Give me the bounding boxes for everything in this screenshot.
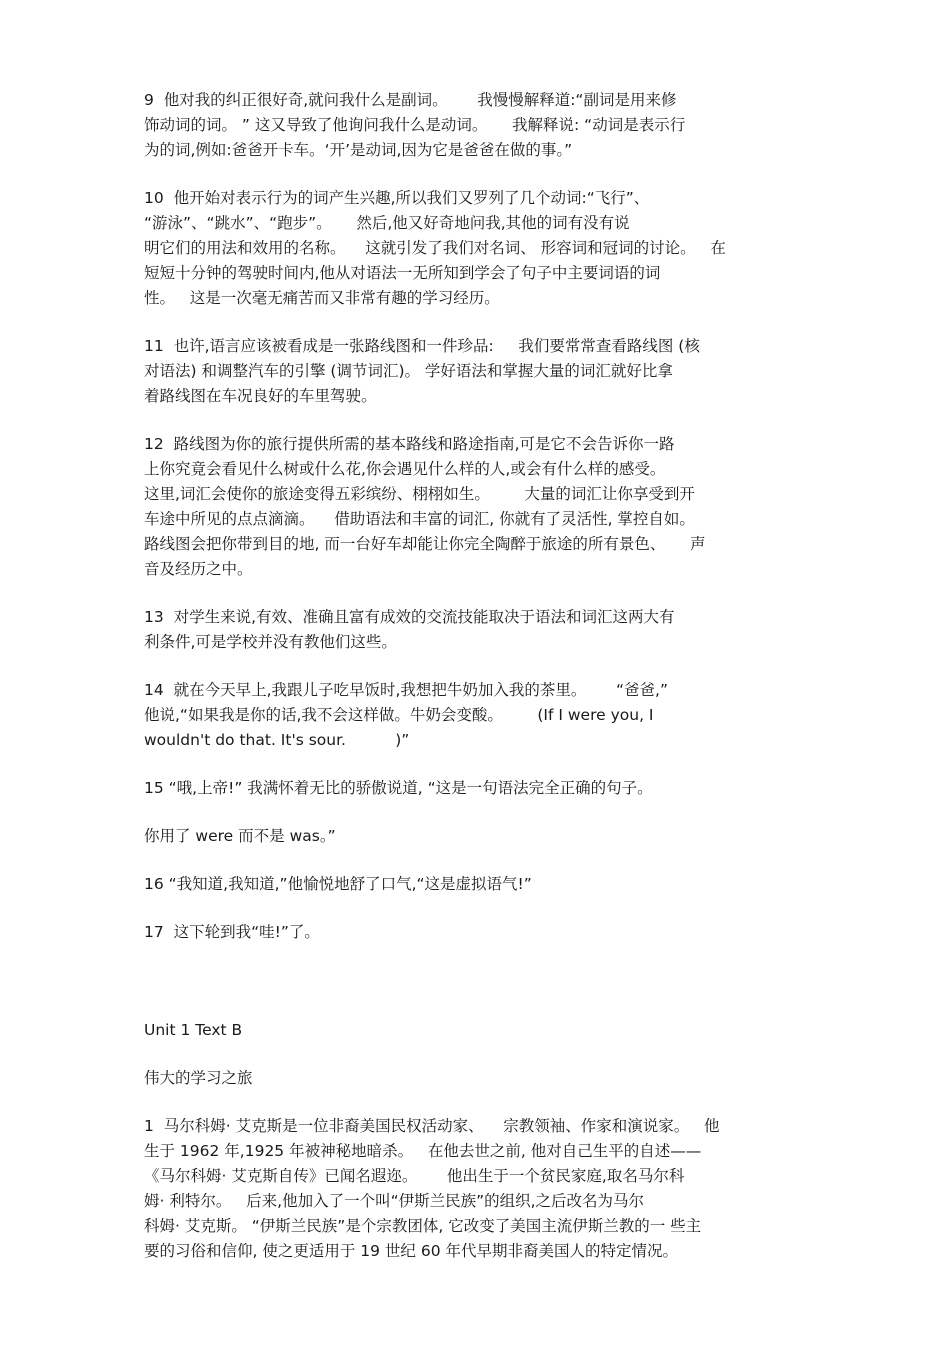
paragraph-line: 9 他对我的纠正很好奇,就问我什么是副词。 我慢慢解释道:“副词是用来修 bbox=[144, 91, 677, 109]
text-title-text: 伟大的学习之旅 bbox=[144, 1069, 253, 1087]
paragraph-line: 为的词,例如:爸爸开卡车。‘开’是动词,因为它是爸爸在做的事。” bbox=[144, 141, 573, 159]
paragraph-spacer bbox=[144, 655, 804, 678]
paragraph-12 bbox=[144, 432, 804, 582]
paragraph-line: 利条件,可是学校并没有教他们这些。 bbox=[144, 633, 397, 651]
paragraph-line: 对语法) 和调整汽车的引擎 (调节词汇)。 学好语法和掌握大量的词汇就好比拿 bbox=[144, 362, 673, 380]
paragraph-14 bbox=[144, 678, 804, 753]
paragraph-15 bbox=[144, 776, 804, 801]
paragraph-line: wouldn't do that. It's sour. )” bbox=[144, 731, 410, 749]
paragraph-15-continued bbox=[144, 824, 804, 849]
paragraph-line: 13 对学生来说,有效、准确且富有成效的交流技能取决于语法和词汇这两大有 bbox=[144, 608, 675, 626]
paragraph-spacer bbox=[144, 897, 804, 920]
paragraph-17 bbox=[144, 920, 804, 945]
paragraph-spacer bbox=[144, 311, 804, 334]
paragraph-9 bbox=[144, 88, 804, 163]
paragraph-line: 性。 这是一次毫无痛苦而又非常有趣的学习经历。 bbox=[144, 289, 500, 307]
paragraph-line: 他说,“如果我是你的话,我不会这样做。牛奶会变酸。 (If I were you, I bbox=[144, 706, 654, 724]
paragraph-line: 10 他开始对表示行为的词产生兴趣,所以我们又罗列了几个动词:“飞行”、 bbox=[144, 189, 650, 207]
paragraph-line: 音及经历之中。 bbox=[144, 560, 253, 578]
paragraph-line: “游泳”、“跳水”、“跑步”。 然后,他又好奇地问我,其他的词有没有说 bbox=[144, 214, 630, 232]
paragraph-line: 1 马尔科姆· 艾克斯是一位非裔美国民权活动家、 宗教领袖、作家和演说家。 他 bbox=[144, 1117, 720, 1135]
paragraph-line: 明它们的用法和效用的名称。 这就引发了我们对名词、 形容词和冠词的讨论。 在 bbox=[144, 239, 726, 257]
paragraph-line: 14 就在今天早上,我跟儿子吃早饭时,我想把牛奶加入我的茶里。 “爸爸,” bbox=[144, 681, 668, 699]
paragraph-line: 11 也许,语言应该被看成是一张路线图和一件珍品: 我们要常常查看路线图 (核 bbox=[144, 337, 700, 355]
paragraph-line: 《马尔科姆· 艾克斯自传》已闻名遐迩。 他出生于一个贫民家庭,取名马尔科 bbox=[144, 1167, 685, 1185]
paragraph-line: 姆· 利特尔。 后来,他加入了一个叫“伊斯兰民族”的组织,之后改名为马尔 bbox=[144, 1192, 645, 1210]
paragraph-line: 你用了 were 而不是 was。” bbox=[144, 827, 336, 845]
paragraph-11 bbox=[144, 334, 804, 409]
paragraph-spacer bbox=[144, 849, 804, 872]
unit-heading-text: Unit 1 Text B bbox=[144, 1021, 243, 1039]
paragraph-10 bbox=[144, 186, 804, 311]
paragraph-spacer bbox=[144, 753, 804, 776]
paragraph-line: 上你究竟会看见什么树或什么花,你会遇见什么样的人,或会有什么样的感受。 bbox=[144, 460, 666, 478]
unit-heading bbox=[144, 1018, 804, 1043]
paragraph-13 bbox=[144, 605, 804, 655]
paragraph-line: 着路线图在车况良好的车里驾驶。 bbox=[144, 387, 377, 405]
paragraph-line: 17 这下轮到我“哇!”了。 bbox=[144, 923, 320, 941]
paragraph-line: 要的习俗和信仰, 使之更适用于 19 世纪 60 年代早期非裔美国人的特定情况。 bbox=[144, 1242, 679, 1260]
text-title bbox=[144, 1066, 804, 1091]
paragraph-line: 短短十分钟的驾驶时间内,他从对语法一无所知到学会了句子中主要词语的词 bbox=[144, 264, 661, 282]
document-page bbox=[144, 88, 804, 1264]
paragraph-line: 科姆· 艾克斯。 “伊斯兰民族”是个宗教团体, 它改变了美国主流伊斯兰教的一 些主 bbox=[144, 1217, 702, 1235]
paragraph-line: 16 “我知道,我知道,”他愉悦地舒了口气,“这是虚拟语气!” bbox=[144, 875, 532, 893]
paragraph-line: 12 路线图为你的旅行提供所需的基本路线和路途指南,可是它不会告诉你一路 bbox=[144, 435, 675, 453]
paragraph-spacer bbox=[144, 163, 804, 186]
paragraph-spacer bbox=[144, 409, 804, 432]
paragraph-line: 车途中所见的点点滴滴。 借助语法和丰富的词汇, 你就有了灵活性, 掌控自如。 bbox=[144, 510, 695, 528]
text-b-paragraph-1 bbox=[144, 1114, 804, 1264]
section-spacer bbox=[144, 945, 804, 1018]
paragraph-line: 饰动词的词。 ” 这又导致了他询问我什么是动词。 我解释说: “动词是表示行 bbox=[144, 116, 686, 134]
paragraph-spacer bbox=[144, 801, 804, 824]
paragraph-line: 这里,词汇会使你的旅途变得五彩缤纷、栩栩如生。 大量的词汇让你享受到开 bbox=[144, 485, 695, 503]
paragraph-line: 生于 1962 年,1925 年被神秘地暗杀。 在他去世之前, 他对自己生平的自述—— bbox=[144, 1142, 702, 1160]
paragraph-spacer bbox=[144, 1043, 804, 1066]
paragraph-line: 路线图会把你带到目的地, 而一台好车却能让你完全陶醉于旅途的所有景色、 声 bbox=[144, 535, 706, 553]
paragraph-spacer bbox=[144, 582, 804, 605]
paragraph-line: 15 “哦,上帝!” 我满怀着无比的骄傲说道, “这是一句语法完全正确的句子。 bbox=[144, 779, 653, 797]
paragraph-spacer bbox=[144, 1091, 804, 1114]
paragraph-16 bbox=[144, 872, 804, 897]
